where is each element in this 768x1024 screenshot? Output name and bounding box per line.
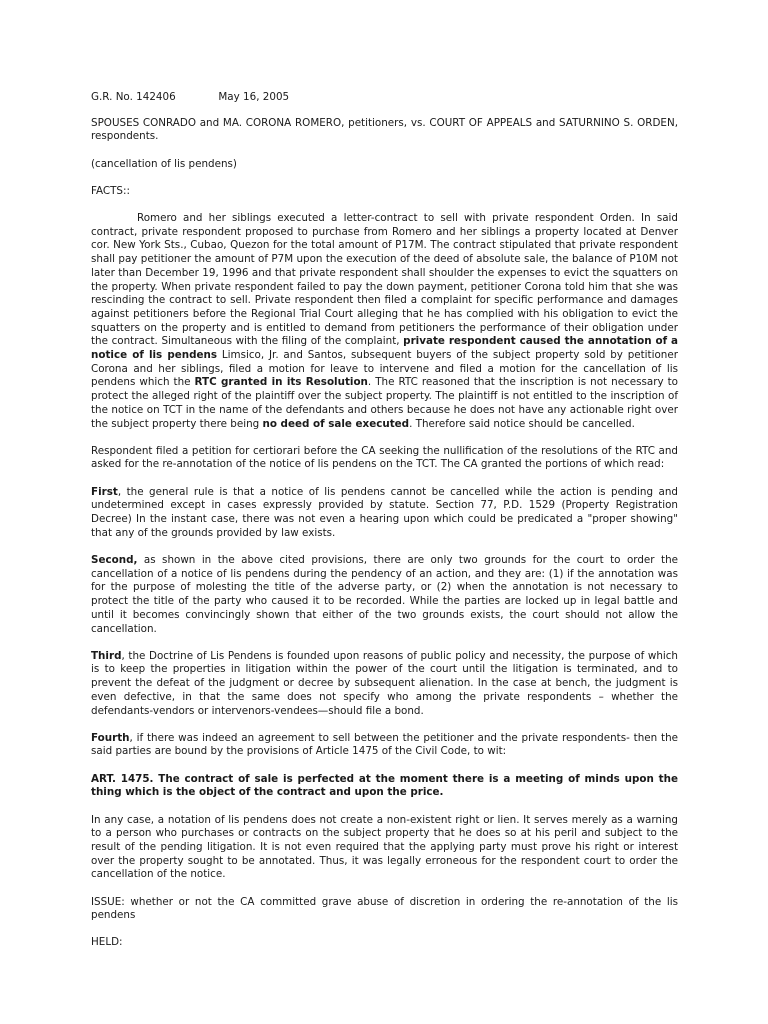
- facts-heading: FACTS::: [91, 184, 130, 197]
- first-text: , the general rule is that a notice of lis pendens cannot be cancelled while the action is pending and undetermined except in cases expressly provided by statute. Section 77, P.D. 1529 (Property Registration Decree) In the instant case, there was not even a hearing upon which could be predicated a "proper showing" that any of the grounds provided by law exists.: [91, 485, 678, 539]
- case-parties: SPOUSES CONRADO and MA. CORONA ROMERO, petitioners, vs. COURT OF APPEALS and SATURNINO S. ORDEN, respondents.: [91, 116, 678, 143]
- second-paragraph: [91, 554, 678, 636]
- fourth-label: Fourth: [91, 731, 130, 744]
- article-1475: ART. 1475. The contract of sale is perfected at the moment there is a meeting of minds upon the thing which is the object of the contract and upon the price.: [91, 772, 678, 799]
- facts-bold-3: no deed of sale executed: [262, 417, 410, 430]
- case-header: G.R. No. 142406 May 16, 2005: [91, 91, 290, 103]
- issue-paragraph: ISSUE: whether or not the CA committed grave abuse of discretion in ordering the re-annotation of the lis pendens: [91, 895, 678, 922]
- facts-paragraph: [91, 212, 678, 431]
- facts-text-3: . The RTC reasoned that the inscription is not necessary to protect the alleged right of the plaintiff over the subject property. The plaintiff is not entitled to the inscription of the notice on TCT in the name of the defendants and others because he does not have any actionable right over the subject property there being: [91, 376, 679, 430]
- third-text: , the Doctrine of Lis Pendens is founded upon reasons of public policy and necessity, the purpose of which is to keep the properties in litigation within the power of the court until the litigation is terminated, and to prevent the defeat of the judgment or decree by subsequent alienation. In the case at bench, the judgment is even defective, in that the same does not specify who among the private respondents – whether the defendants-vendors or intervenors-vendees—should file a bond.: [91, 649, 678, 717]
- fourth-text: , if there was indeed an agreement to sell between the petitioner and the private respondents- then the said parties are bound by the provisions of Article 1475 of the Civil Code, to wit:: [91, 731, 678, 758]
- notation-paragraph: In any case, a notation of lis pendens does not create a non-existent right or lien. It serves merely as a warning to a person who purchases or contracts on the subject property that he does so at his peril and subject to the result of the pending litigation. It is not even required that the applying party must prove his right or interest over the property sought to be annotated. Thus, it was legally erroneous for the respondent court to order the cancellation of the notice.: [91, 813, 678, 881]
- second-label: Second,: [91, 553, 138, 566]
- fourth-paragraph: [91, 732, 678, 759]
- first-label: First: [91, 485, 118, 498]
- case-digest: [91, 91, 678, 964]
- case-subject: (cancellation of lis pendens): [91, 157, 237, 170]
- third-paragraph: [91, 650, 678, 719]
- held-heading: HELD:: [91, 936, 123, 949]
- first-paragraph: [91, 486, 678, 541]
- respondent-paragraph: Respondent filed a petition for certiorari before the CA seeking the nullification of the resolutions of the RTC and asked for the re-annotation of the notice of lis pendens on the TCT. The CA granted the portions of which read:: [91, 444, 678, 471]
- facts-text-1: Romero and her siblings executed a letter-contract to sell with private respondent Orden. In said contract, private respondent proposed to purchase from Romero and her siblings a property located at Denver cor. New York Sts., Cubao, Quezon for the total amount of P17M. The contract stipulated that private respondent shall pay petitioner the amount of P7M upon the execution of the deed of absolute sale, the balance of P10M not later than December 19, 1996 and that private respondent shall shoulder the expenses to evict the squatters on the property. When private respondent failed to pay the down payment, petitioner Corona told him that she was rescinding the contract to sell. Private respondent then filed a complaint for specific performance and damages against petitioners before the Regional Trial Court alleging that he has complied with his obligation to evict the squatters on the property and is entitled to demand from petitioners the performance of their obligation under the contract. Simultaneous with the filing of the complaint,: [91, 212, 678, 348]
- third-label: Third: [91, 649, 122, 662]
- second-text: as shown in the above cited provisions, there are only two grounds for the court to order the cancellation of a notice of lis pendens during the pendency of an action, and they are: (1) if the annotation was for the purpose of molesting the title of the adverse party, or (2) when the annotation is not necessary to protect the title of the party who caused it to be recorded. While the parties are locked up in legal battle and until it becomes convincingly shown that either of the two grounds exists, the court should not allow the cancellation.: [91, 553, 678, 635]
- facts-bold-1: private respondent caused the annotation of a notice of lis pendens: [91, 335, 678, 362]
- facts-text-2: Limsico, Jr. and Santos, subsequent buyers of the subject property sold by petitioner Corona and her siblings, filed a motion for leave to intervene and filed a motion for the cancellation of lis pendens which the: [91, 349, 678, 389]
- facts-bold-2: RTC granted in its Resolution: [194, 376, 368, 389]
- facts-text-4: . Therefore said notice should be cancelled.: [409, 417, 635, 430]
